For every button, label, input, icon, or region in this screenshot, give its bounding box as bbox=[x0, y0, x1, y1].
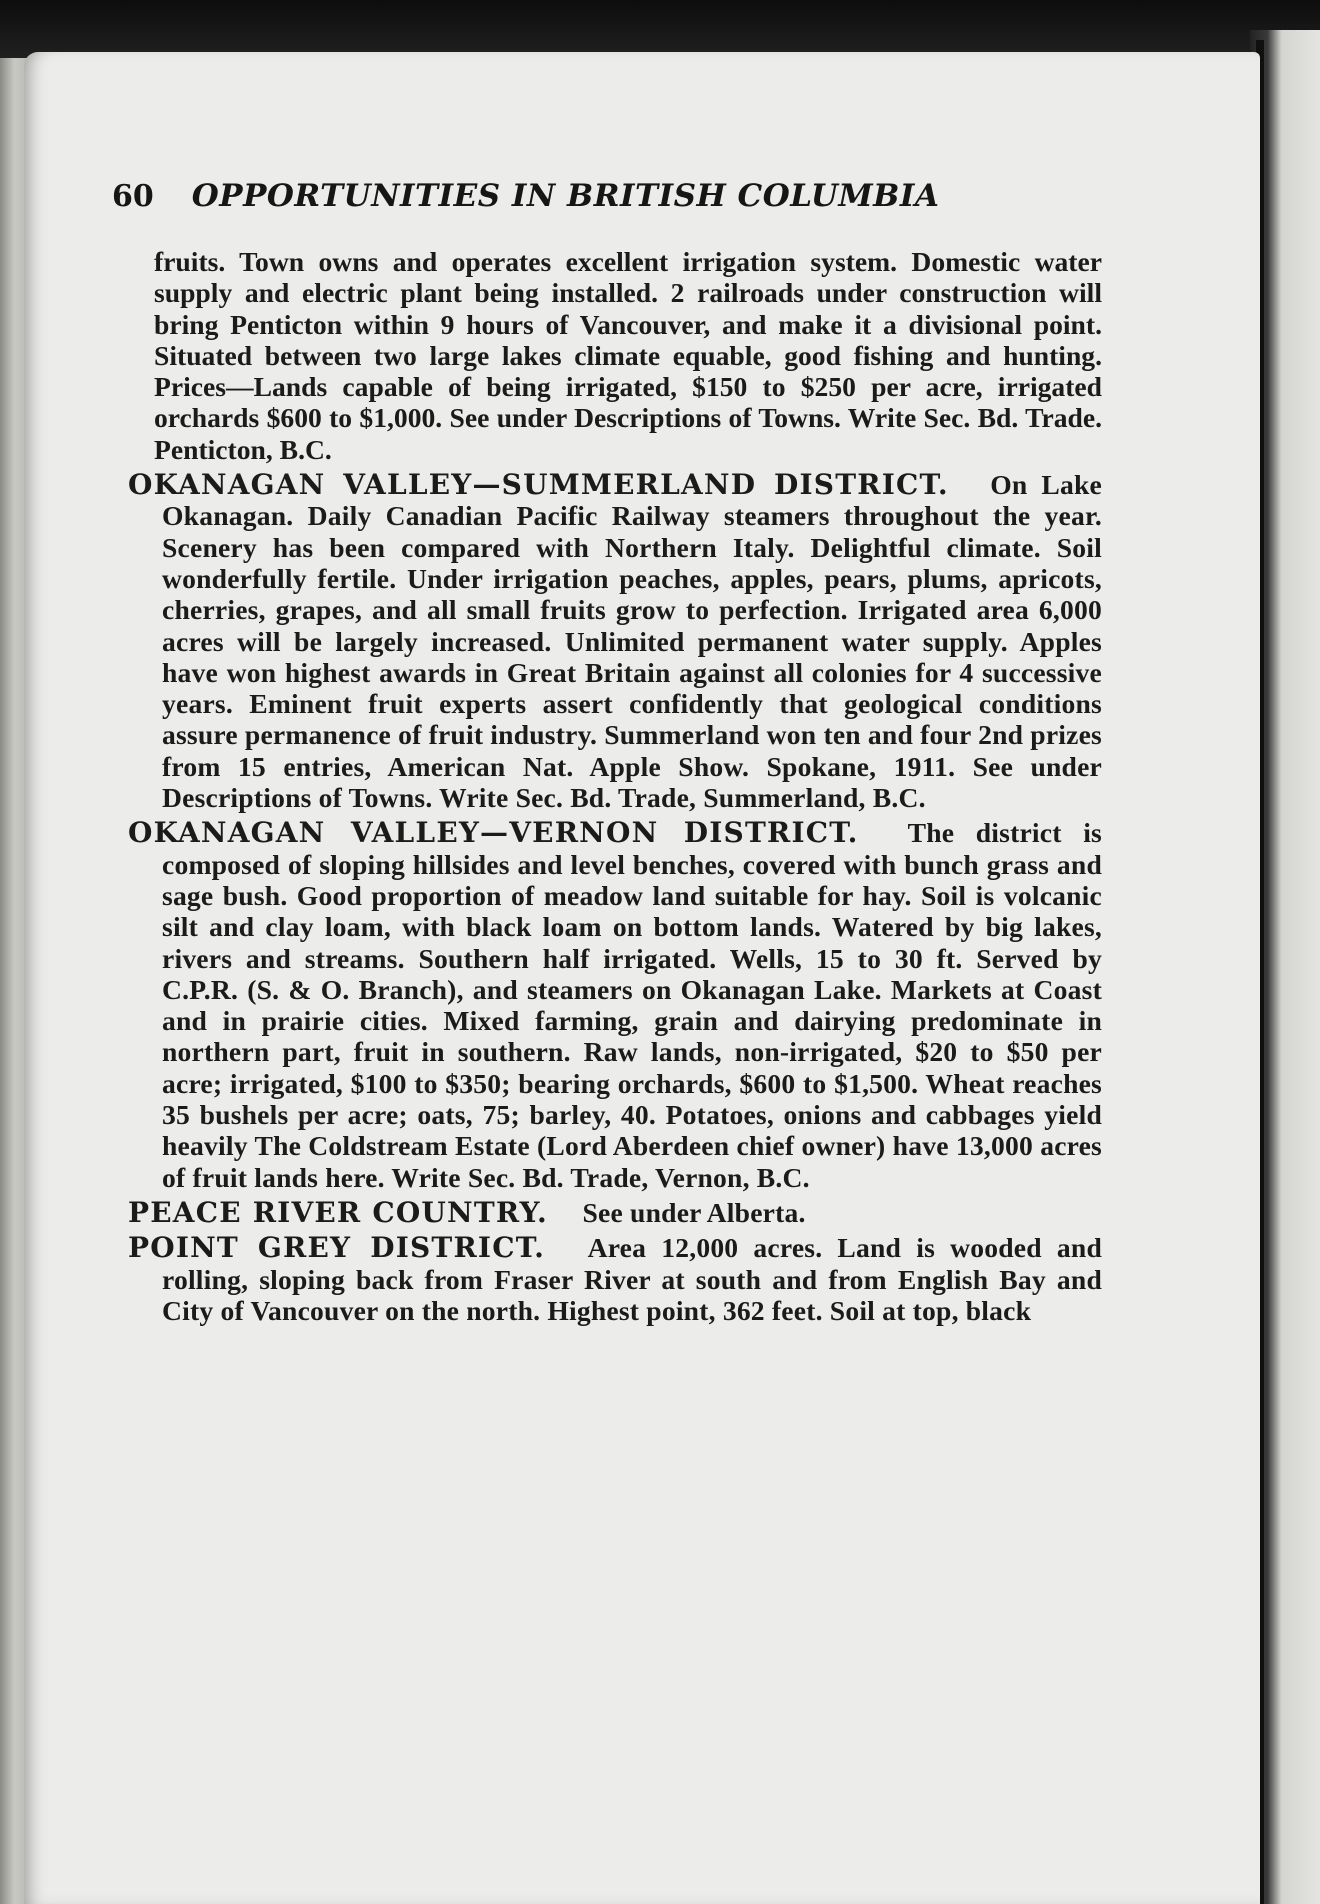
entry-body: The district is composed of sloping hillsides and level benches, covered with bunch grass and sage bush. Good proportion of meadow land suitable for hay. Soil is volcanic silt and clay loam, with black loam on bottom lands. Watered by big lakes, rivers and streams. Southern half irrigated. Wells, 15 to 30 ft. Served by C.P.R. (S. & O. Branch), and steamers on Okanagan Lake. Markets at Coast and in prairie cities. Mixed farming, grain and dairying predominate in northern part, fruit in southern. Raw lands, non-irrigated, $20 to $50 per acre; irrigated, $100 to $350; bearing orchards, $600 to $1,500. Wheat reaches 35 bushels per acre; oats, 75; barley, 40. Potatoes, onions and cabbages yield heavily The Coldstream Estate (Lord Aberdeen chief owner) have 13,000 acres of fruit lands here. Write Sec. Bd. Trade, Vernon, B.C. bbox=[162, 817, 1102, 1193]
entry-heading: OKANAGAN VALLEY—SUMMERLAND DISTRICT. bbox=[128, 468, 949, 502]
entry-point-grey bbox=[128, 1232, 1102, 1326]
entry-body: Area 12,000 acres. Land is wooded and rolling, sloping back from Fraser River at south and from English Bay and City of Vancouver on the north. Highest point, 362 feet. Soil at top, black bbox=[162, 1232, 1102, 1326]
entry-body: On Lake Okanagan. Daily Canadian Pacific Railway steamers throughout the year. Scenery has been compared with Northern Italy. Delightful climate. Soil wonderfully fertile. Under irrigation peaches, apples, pears, plums, apricots, cherries, grapes, and all small fruits grow to perfection. Irrigated area 6,000 acres will be largely increased. Unlimited permanent water supply. Apples have won highest awards in Great Britain against all colonies for 4 successive years. Eminent fruit experts assert confidently that geological conditions assure permanence of fruit industry. Summerland won ten and four 2nd prizes from 15 entries, American Nat. Apple Show. Spokane, 1911. See under Descriptions of Towns. Write Sec. Bd. Trade, Summerland, B.C. bbox=[162, 469, 1102, 814]
running-header bbox=[112, 178, 1092, 228]
book-title: OPPORTUNITIES IN BRITISH COLUMBIA bbox=[191, 178, 940, 214]
entry-heading: PEACE RIVER COUNTRY. bbox=[128, 1195, 549, 1229]
entry-vernon bbox=[128, 817, 1102, 1193]
entry-body: See under Alberta. bbox=[582, 1196, 806, 1228]
continued-paragraph: fruits. Town owns and operates excellent irrigation system. Domestic water supply and electric plant being installed. 2 railroads under construction will bring Penticton within 9 hours of Vancouver, and make it a divisional point. Situated between two large lakes climate equable, good fishing and hunting. Prices—Lands capable of being irrigated, $150 to $250 per acre, irrigated orchards $600 to $1,000. See under Descriptions of Towns. Write Sec. Bd. Trade. Penticton, B.C. bbox=[154, 246, 1102, 465]
entry-peace-river bbox=[128, 1197, 1102, 1228]
entry-heading: OKANAGAN VALLEY—VERNON DISTRICT. bbox=[128, 816, 859, 850]
entry-heading: POINT GREY DISTRICT. bbox=[128, 1231, 546, 1265]
page-body bbox=[128, 246, 1102, 1326]
entry-summerland bbox=[128, 469, 1102, 813]
page-number: 60 bbox=[112, 179, 154, 214]
